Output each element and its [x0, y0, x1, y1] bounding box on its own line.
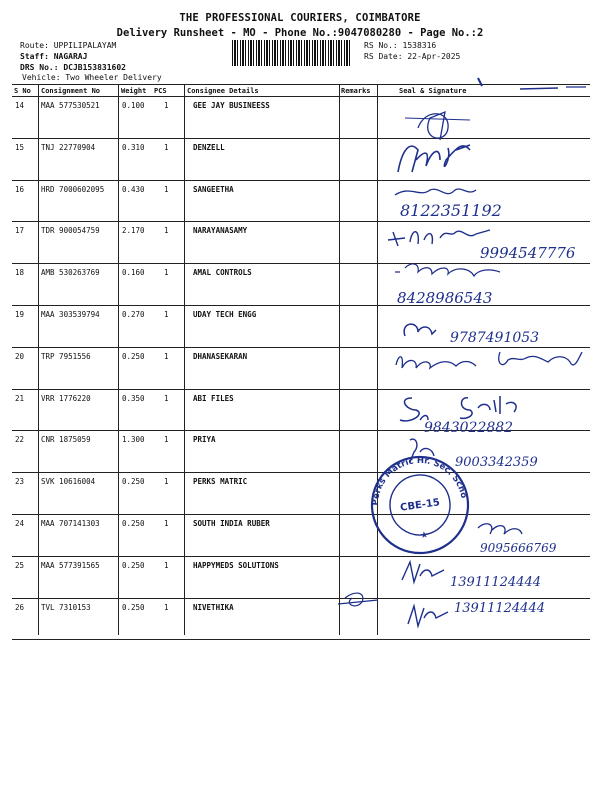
- row-divider: [12, 263, 590, 264]
- table-cell-weight: 0.250: [122, 602, 145, 612]
- table-cell-sno: 17: [15, 226, 25, 236]
- signature-row-22: [410, 439, 538, 470]
- barcode: [232, 40, 350, 66]
- table-cell-consignee: SANGEETHA: [193, 184, 234, 194]
- table-cell-pcs: 1: [164, 101, 169, 110]
- table-cell-consignment: MAA 577391565: [41, 560, 100, 570]
- table-cell-consignee: SOUTH INDIA RUBER: [193, 519, 270, 528]
- row-divider: [12, 347, 590, 348]
- row-divider: [12, 598, 590, 599]
- table-cell-sno: 23: [15, 477, 25, 487]
- table-cell-consignment: HRD 7000602095: [41, 184, 105, 194]
- header-weight: Weight: [121, 87, 147, 95]
- signature-row-25: [402, 562, 541, 590]
- col-divider: [184, 85, 185, 635]
- drs-number: DRS No.: DCJB153831602: [20, 63, 126, 72]
- table-cell-consignment: TRP 7951556: [41, 351, 91, 361]
- table-cell-consignment: TVL 7310153: [41, 602, 91, 612]
- table-cell-pcs: 1: [164, 351, 169, 361]
- table-cell-consignee: DENZELL: [193, 142, 225, 152]
- table-cell-pcs: 1: [164, 560, 169, 570]
- col-divider: [38, 85, 39, 635]
- phone-row-19: 9787491053: [450, 330, 540, 346]
- row-divider: [12, 180, 590, 181]
- table-cell-pcs: 1: [164, 268, 169, 278]
- table-cell-pcs: 1: [164, 477, 169, 487]
- table-cell-weight: 0.160: [122, 268, 145, 278]
- phone-row-16: 8122351192: [400, 201, 502, 220]
- table-cell-pcs: 1: [164, 393, 169, 403]
- phone-row-21: 9843022882: [424, 420, 514, 436]
- table-cell-weight: 0.250: [122, 351, 145, 361]
- table-cell-consignee: NIVETHIKA: [193, 602, 234, 612]
- header-consignee: Consignee Details: [187, 87, 259, 95]
- table-cell-weight: 0.350: [122, 393, 145, 403]
- table-cell-sno: 25: [15, 560, 25, 570]
- table-cell-weight: 0.250: [122, 560, 145, 570]
- signature-row-16: [395, 189, 502, 220]
- header-bottom-border: [12, 96, 590, 97]
- table-cell-consignment: MAA 707141303: [41, 519, 100, 528]
- table-cell-sno: 22: [15, 435, 25, 445]
- phone-row-26: 13911124444: [454, 601, 545, 616]
- table-cell-consignment: VRR 1776220: [41, 393, 91, 403]
- table-cell-consignee: UDAY TECH ENGG: [193, 310, 257, 319]
- table-cell-weight: 1.300: [122, 435, 145, 445]
- table-cell-consignment: AMB 530263769: [41, 268, 100, 278]
- row-divider: [12, 430, 590, 431]
- signature-row-18: [395, 264, 500, 307]
- stamp-code: CBE-15: [399, 497, 441, 514]
- table-cell-sno: 15: [15, 142, 25, 152]
- row-divider: [12, 472, 590, 473]
- table-cell-pcs: 1: [164, 226, 169, 236]
- signature-row-20: [396, 352, 582, 368]
- table-top-border: [12, 84, 590, 85]
- table-cell-weight: 0.310: [122, 142, 145, 152]
- table-cell-consignee: PERKS MATRIC: [193, 477, 248, 487]
- table-cell-pcs: 1: [164, 435, 169, 445]
- table-cell-consignee: PRIYA: [193, 435, 216, 445]
- table-cell-weight: 0.250: [122, 519, 145, 528]
- header-remarks: Remarks: [341, 87, 371, 95]
- phone-row-22: 9003342359: [455, 455, 538, 470]
- rs-date: RS Date: 22-Apr-2025: [364, 52, 461, 61]
- row-divider: [12, 138, 590, 139]
- row-divider: [12, 639, 590, 640]
- phone-row-17: 9994547776: [480, 244, 576, 262]
- header-consignment: Consignment No: [41, 87, 101, 95]
- table-cell-consignee: NARAYANASAMY: [193, 226, 248, 236]
- table-cell-consignment: TNJ 22770904: [41, 142, 96, 152]
- col-divider: [339, 85, 340, 635]
- phone-row-18: 8428986543: [397, 289, 493, 307]
- table-cell-consignment: SVK 10616004: [41, 477, 96, 487]
- table-cell-sno: 18: [15, 268, 25, 278]
- col-divider: [118, 85, 119, 635]
- table-cell-sno: 21: [15, 393, 25, 403]
- table-cell-consignee: DHANASEKARAN: [193, 351, 248, 361]
- table-cell-consignee: HAPPYMEDS SOLUTIONS: [193, 560, 279, 570]
- vehicle-label: Vehicle: Two Wheeler Delivery: [22, 73, 162, 82]
- route-label: Route: UPPILIPALAYAM: [20, 41, 117, 50]
- col-divider: [377, 85, 378, 635]
- table-cell-sno: 24: [15, 519, 25, 528]
- table-cell-pcs: 1: [164, 602, 169, 612]
- row-divider: [12, 556, 590, 557]
- document-title: THE PROFESSIONAL COURIERS, COIMBATORE: [179, 12, 421, 24]
- table-cell-weight: 0.270: [122, 310, 145, 319]
- table-cell-weight: 0.250: [122, 477, 145, 487]
- row-divider: [12, 514, 590, 515]
- stamp-text: Perks Matric Hr. Sec. School: [370, 455, 469, 506]
- phone-row-25: 13911124444: [450, 575, 541, 590]
- table-cell-consignee: ABI FILES: [193, 393, 234, 403]
- table-cell-pcs: 1: [164, 142, 169, 152]
- phone-row-24: 9095666769: [480, 541, 557, 555]
- table-cell-sno: 26: [15, 602, 25, 612]
- header-pcs: PCS: [154, 87, 167, 95]
- svg-text:★: ★: [419, 530, 430, 542]
- table-cell-sno: 14: [15, 101, 25, 110]
- table-cell-consignment: MAA 577530521: [41, 101, 100, 110]
- document-subtitle: Delivery Runsheet - MO - Phone No.:9047080280 - Page No.:2: [116, 27, 484, 39]
- table-cell-sno: 20: [15, 351, 25, 361]
- rs-number: RS No.: 1538316: [364, 41, 437, 50]
- signature-row-15: [398, 145, 470, 172]
- signature-row-19: [404, 324, 539, 346]
- row-divider: [12, 221, 590, 222]
- table-cell-pcs: 1: [164, 519, 169, 528]
- table-cell-pcs: 1: [164, 184, 169, 194]
- signature-row-24: [478, 524, 557, 555]
- signature-row-17: [388, 230, 576, 262]
- table-cell-consignment: CNR 1875059: [41, 435, 91, 445]
- table-cell-weight: 0.100: [122, 101, 145, 110]
- signature-row-14: [405, 112, 470, 140]
- header-sno: S No: [14, 87, 31, 95]
- table-cell-consignee: AMAL CONTROLS: [193, 268, 252, 278]
- table-cell-sno: 16: [15, 184, 25, 194]
- table-cell-consignment: TDR 900054759: [41, 226, 100, 236]
- table-cell-weight: 0.430: [122, 184, 145, 194]
- staff-label: Staff: NAGARAJ: [20, 52, 88, 61]
- table-cell-pcs: 1: [164, 310, 169, 319]
- table-cell-weight: 2.170: [122, 226, 145, 236]
- table-cell-sno: 19: [15, 310, 25, 319]
- table-cell-consignment: MAA 303539794: [41, 310, 100, 319]
- table-cell-consignee: GEE JAY BUSINEESS: [193, 101, 270, 110]
- header-signature: Seal & Signature: [399, 87, 467, 95]
- row-divider: [12, 305, 590, 306]
- row-divider: [12, 389, 590, 390]
